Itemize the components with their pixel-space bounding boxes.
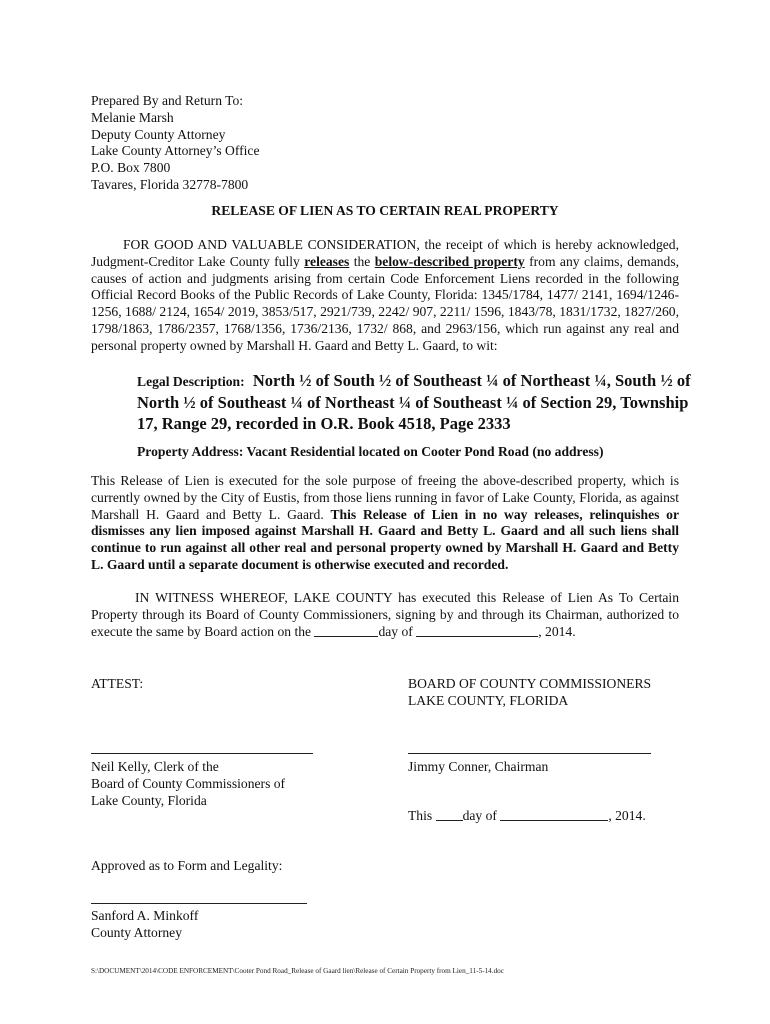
prepared-by-block <box>91 93 391 194</box>
witness-paragraph <box>91 590 679 640</box>
month-blank[interactable] <box>500 808 608 821</box>
board-line: LAKE COUNTY, FLORIDA <box>408 692 569 708</box>
date-text: , 2014. <box>608 808 646 823</box>
date-text: This <box>408 808 436 823</box>
board-block <box>408 676 688 710</box>
paragraph-text: day of <box>378 623 417 639</box>
signing-date-line <box>408 808 646 825</box>
legal-line: 17, Range 29, recorded in O.R. Book 4518, Page 2333 <box>137 414 511 433</box>
legal-description <box>137 370 697 434</box>
header-line: Tavares, Florida 32778-7800 <box>91 176 249 192</box>
clerk-line: Neil Kelly, Clerk of the <box>91 759 219 774</box>
paragraph-text: the <box>349 253 375 269</box>
paragraph-bold-text: This Release of Lien in no way releases, relinquishes or dismisses any lien imposed against Marshall H. Gaard and Betty L. Gaard and all such liens shall continue to run against all other real and personal property owned by Marshall H. Gaard and Betty L. Gaard until a separate document is otherwise executed and recorded. <box>91 506 679 572</box>
releases-term: releases <box>304 253 350 269</box>
property-address: Property Address: Vacant Residential located on Cooter Pond Road (no address) <box>137 444 604 459</box>
legal-line: North ½ of Southeast ¼ of Northeast ¼ of Southeast ¼ of Section 29, Township <box>137 393 689 412</box>
header-line: Prepared By and Return To: <box>91 93 244 108</box>
header-line: Lake County Attorney’s Office <box>91 143 260 159</box>
header-line: Deputy County Attorney <box>91 126 226 142</box>
paragraph-text: , 2014. <box>538 623 576 639</box>
attorney-signature-line[interactable] <box>91 903 307 904</box>
legal-text: North ½ of South ½ of Southeast ¼ of Northeast ¼, South ½ of <box>252 371 691 390</box>
attest-label: ATTEST: <box>91 676 144 691</box>
attorney-line: Sanford A. Minkoff <box>91 908 199 923</box>
paragraph-text: FOR GOOD AND VALUABLE CONSIDERATION, the receipt of which is hereby acknowledged, Judgment-Creditor Lake County fully <box>91 237 679 269</box>
approved-label: Approved as to Form and Legality: <box>91 858 283 873</box>
day-blank[interactable] <box>436 808 463 821</box>
document-title: RELEASE OF LIEN AS TO CERTAIN REAL PROPERTY <box>211 203 559 218</box>
header-line: P.O. Box 7800 <box>91 160 171 176</box>
header-line: Melanie Marsh <box>91 109 174 125</box>
paragraph-text: from any claims, demands, causes of action and judgments arising from certain Code Enforcement Liens recorded in the following Official Record Books of the Public Records of Lake County, Florida: 1345/1784, 1477/ 2141, 1694/1246-1256, 1688/ 2124, 1654/ 2019, 3853/517, 2921/739, 2242/ 907, 2211/ 1596, 1843/78, 1831/1732, 1827/260, 1798/1863, 1786/2357, 1768/1356, 1736/2136, 1732/ 868, and 2963/156, which run against any real and personal property owned by Marshall H. Gaard and Betty L. Gaard, to wit: <box>91 253 680 353</box>
purpose-paragraph <box>91 473 679 574</box>
file-path-footer: S:\DOCUMENT\2014\CODE ENFORCEMENT\Cooter Pond Road_Release of Gaard lien\Release of Certain Property from Lien_11-5-14.doc <box>91 967 504 975</box>
attorney-line: County Attorney <box>91 924 183 940</box>
release-paragraph <box>91 237 679 355</box>
board-line: BOARD OF COUNTY COMMISSIONERS <box>408 676 652 691</box>
clerk-block <box>91 759 391 809</box>
paragraph-text: IN WITNESS WHEREOF, LAKE COUNTY has executed this Release of Lien As To Certain Property through its Board of County Commissioners, signing by and through its Chairman, authorized to execute the same by Board action on the <box>91 590 679 639</box>
day-blank[interactable] <box>314 624 378 637</box>
legal-description-label: Legal Description: <box>137 374 245 389</box>
legal-line <box>137 370 697 392</box>
date-text: day of <box>462 808 501 823</box>
below-described-term: below-described property <box>374 253 525 269</box>
clerk-signature-line[interactable] <box>91 753 313 754</box>
chairman-signature-line[interactable] <box>408 753 651 754</box>
clerk-line: Board of County Commissioners of <box>91 775 286 791</box>
clerk-line: Lake County, Florida <box>91 792 207 808</box>
chairman-name: Jimmy Conner, Chairman <box>408 759 549 774</box>
month-blank[interactable] <box>416 624 538 637</box>
attorney-block <box>91 908 391 942</box>
paragraph-text: This Release of Lien is executed for the sole purpose of freeing the above-described property, which is currently owned by the City of Eustis, from those liens running in favor of Lake County, Florida, as against Marshall H. Gaard and Betty L. Gaard. <box>91 473 679 522</box>
